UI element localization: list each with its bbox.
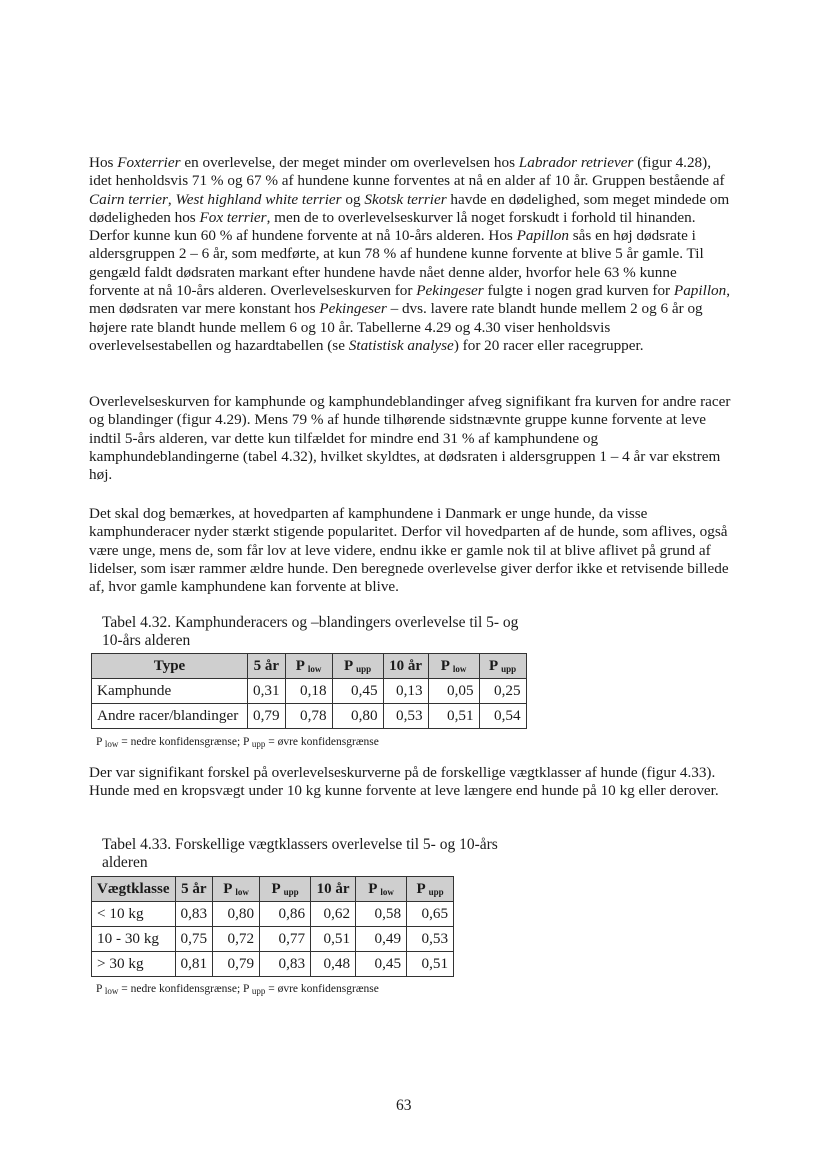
text-run: Overlevelseskurven for kamphunde og kamphundeblandinger afveg signifikant fra kurven for andre racer og blandinger (figur 4.29). Mens 79 % af hunde tilhørende sidstnævnte gruppe kunne forvente at leve indtil 5-års alderen, var dette kun tilfældet for mindre end 31 % af kamphundene og kamphundeblandingerne (tabel 4.32), hvilket skyldtes, at dødsraten i aldersgruppen 1 – 4 år var ekstrem høj.	[89, 393, 731, 484]
column-header	[92, 877, 176, 902]
header-label: P	[416, 880, 425, 897]
value-cell: 0,58	[356, 902, 407, 927]
value-cell: 0,83	[260, 952, 311, 977]
value-cell: 0,45	[356, 952, 407, 977]
value-cell: 0,51	[407, 952, 454, 977]
italic-term: Pekingeser	[416, 282, 484, 300]
column-header	[356, 877, 407, 902]
note-text: = nedre konfidensgrænse; P	[118, 983, 252, 995]
value-cell: 0,54	[479, 704, 526, 729]
table-4-33-footnote	[96, 983, 379, 998]
row-label-cell: > 30 kg	[92, 952, 176, 977]
header-subscript: upp	[501, 663, 517, 674]
text-run: ,	[167, 190, 176, 208]
value-cell: 0,77	[260, 927, 311, 952]
table-row	[92, 902, 454, 927]
text-run: ) for 20 racer eller racegrupper.	[453, 336, 644, 354]
text-run: Hos	[89, 154, 118, 171]
table-4-33	[91, 876, 454, 977]
text-run: – dvs. lavere rate blandt hunde mellem 2 og 6 år og højere rate blandt hunde mellem 6 og 10 år. Tabellerne 4.29 og 4.30 viser henholdsvis overlevelsestabellen og hazardtabellen (se	[89, 300, 703, 354]
italic-term: Foxterrier	[117, 154, 181, 171]
paragraph-1	[89, 154, 731, 355]
table-4-33-caption: Tabel 4.33. Forskellige vægtklassers overlevelse til 5- og 10-års alderen	[102, 836, 498, 871]
text-run: havde en dødelighed, som meget mindede om dødeligheden hos	[89, 190, 730, 226]
header-subscript: upp	[356, 663, 372, 674]
text-run: en overlevelse, der meget minder om overlevelsen hos	[180, 154, 519, 171]
note-subscript: low	[104, 739, 119, 749]
value-cell: 0,72	[213, 927, 260, 952]
value-cell: 0,51	[428, 704, 479, 729]
column-header	[92, 654, 248, 679]
row-label-cell: 10 - 30 kg	[92, 927, 176, 952]
value-cell: 0,86	[260, 902, 311, 927]
value-cell: 0,53	[407, 927, 454, 952]
note-subscript: upp	[251, 986, 266, 996]
row-label-cell: < 10 kg	[92, 902, 176, 927]
value-cell: 0,45	[332, 679, 383, 704]
text-run: (figur 4.28), idet henholdsvis 71 % og 67 % af hundene kunne forventes at nå en alder af 10 år. Gruppen bestående af	[89, 154, 725, 190]
column-header	[311, 877, 356, 902]
note-text: = øvre konfidensgrænse	[265, 736, 379, 748]
paragraph-2	[89, 393, 731, 484]
text-run: fulgte i nogen grad kurven for	[483, 282, 674, 300]
table-header-row	[92, 877, 454, 902]
value-cell: 0,18	[285, 679, 332, 704]
note-text: = nedre konfidensgrænse; P	[118, 736, 252, 748]
italic-term: Cairn terrier	[89, 190, 168, 208]
italic-term: Fox terrier	[199, 208, 267, 226]
value-cell: 0,31	[248, 679, 286, 704]
header-subscript: upp	[428, 886, 444, 897]
note-subscript: upp	[251, 739, 266, 749]
column-header	[428, 654, 479, 679]
text-run: og	[341, 190, 365, 208]
value-cell: 0,65	[407, 902, 454, 927]
note-text: P	[96, 736, 105, 748]
italic-term: Statistisk analyse	[348, 336, 454, 354]
row-label-cell: Andre racer/blandinger	[92, 704, 248, 729]
text-run: Der var signifikant forskel på overlevelseskurverne på de forskellige vægtklasser af hunde (figur 4.33). Hunde med en kropsvægt under 10 kg kunne forvente at leve længere end hunde på 10 kg eller derover.	[89, 764, 719, 800]
value-cell: 0,13	[383, 679, 428, 704]
value-cell: 0,83	[175, 902, 213, 927]
row-label-cell: Kamphunde	[92, 679, 248, 704]
value-cell: 0,49	[356, 927, 407, 952]
paragraph-3	[89, 505, 731, 596]
column-header	[407, 877, 454, 902]
table-row	[92, 679, 527, 704]
value-cell: 0,75	[175, 927, 213, 952]
header-label: 5 år	[181, 880, 207, 897]
column-header	[213, 877, 260, 902]
header-label: P	[368, 880, 377, 897]
text-run: sås en høj dødsrate i aldersgruppen 2 – 6 år, som medførte, at kun 78 % af hundene kunne forvente at blive 5 år gamle. Til gengæld faldt dødsraten markant efter hundene havde nået denne alder, hvorfor hele 63 % kunne forvente at nå 10-års alderen. Overlevelseskurven for	[89, 227, 704, 300]
column-header	[260, 877, 311, 902]
header-subscript: low	[380, 886, 394, 897]
header-label: P	[489, 657, 498, 674]
header-label: P	[271, 880, 280, 897]
header-label: Type	[153, 657, 186, 674]
table-row	[92, 952, 454, 977]
table-4-32	[91, 653, 527, 729]
header-label: Vægtklasse	[97, 880, 170, 897]
header-subscript: low	[235, 886, 249, 897]
table-4-32-caption: Tabel 4.32. Kamphunderacers og –blandingers overlevelse til 5- og 10-års alderen	[102, 614, 519, 649]
table-header-row	[92, 654, 527, 679]
note-text: = øvre konfidensgrænse	[265, 983, 379, 995]
value-cell: 0,48	[311, 952, 356, 977]
header-label: P	[223, 880, 232, 897]
italic-term: Labrador retriever	[518, 154, 634, 171]
header-label: P	[344, 657, 353, 674]
header-subscript: low	[452, 663, 467, 674]
header-label: P	[440, 657, 450, 674]
header-subscript: upp	[283, 886, 299, 897]
table-4-32-footnote	[96, 736, 379, 751]
value-cell: 0,80	[332, 704, 383, 729]
value-cell: 0,51	[311, 927, 356, 952]
value-cell: 0,78	[285, 704, 332, 729]
value-cell: 0,05	[428, 679, 479, 704]
value-cell: 0,81	[175, 952, 213, 977]
italic-term: Skotsk terrier	[364, 190, 447, 208]
column-header	[479, 654, 526, 679]
text-run: , men de to overlevelseskurver lå noget forskudt i forhold til hinanden. Derfor kunne kun 60 % af hundene forvente at nå 10-års alderen. Hos	[89, 208, 696, 245]
italic-term: West highland white terrier	[175, 190, 342, 208]
value-cell: 0,25	[479, 679, 526, 704]
header-label: 10 år	[316, 880, 350, 897]
page-number: 63	[396, 1097, 412, 1114]
header-label: P	[295, 657, 305, 674]
paragraph-4	[89, 764, 731, 801]
value-cell: 0,79	[213, 952, 260, 977]
header-label: 5 år	[253, 657, 279, 674]
note-subscript: low	[104, 986, 119, 996]
column-header	[332, 654, 383, 679]
italic-term: Papillon	[516, 227, 569, 245]
column-header	[248, 654, 286, 679]
table-row	[92, 927, 454, 952]
table-row	[92, 704, 527, 729]
column-header	[285, 654, 332, 679]
column-header	[175, 877, 213, 902]
italic-term: Papillon	[673, 282, 727, 300]
text-run: Det skal dog bemærkes, at hovedparten af kamphundene i Danmark er unge hunde, da visse kamphunderacer nyder stærkt stigende popularitet. Derfor vil hovedparten af de hunde, som aflives, også være unge, mens de, som får lov at leve videre, endnu ikke er gamle nok til at blive aflivet på grund af lidelser, som især rammer ældre hunde. Den beregnede overlevelse giver derfor ikke et retvisende billede af, hvor gamle kamphundene kan forvente at blive.	[89, 505, 729, 596]
italic-term: Pekingeser	[319, 300, 387, 318]
note-text: P	[96, 983, 105, 995]
header-label: 10 år	[389, 657, 423, 674]
value-cell: 0,62	[311, 902, 356, 927]
header-subscript: low	[307, 663, 322, 674]
value-cell: 0,79	[248, 704, 286, 729]
text-run: , men dødsraten var mere konstant hos	[89, 282, 731, 318]
value-cell: 0,80	[213, 902, 260, 927]
value-cell: 0,53	[383, 704, 428, 729]
column-header	[383, 654, 428, 679]
